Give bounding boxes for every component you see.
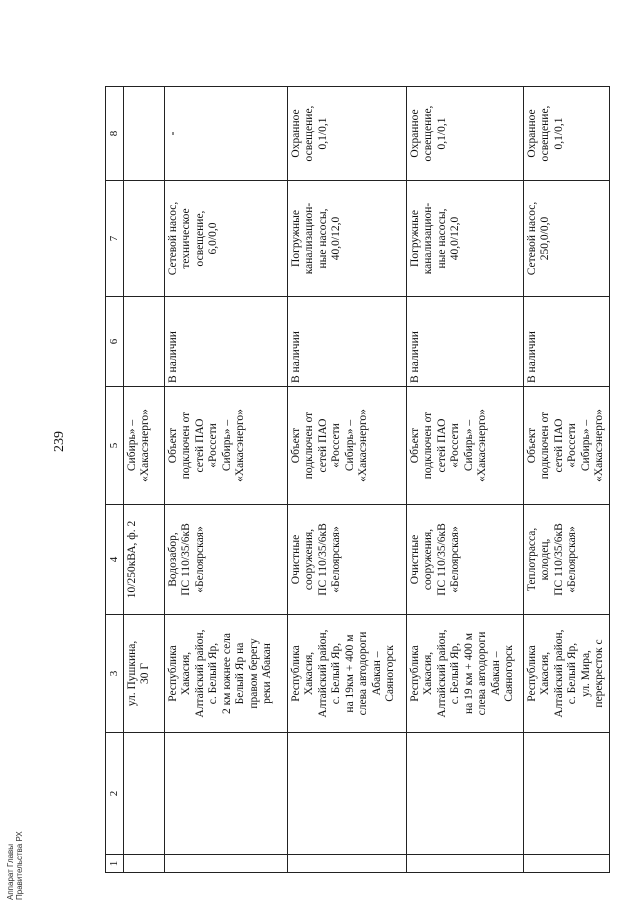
header-row [106, 87, 124, 873]
stamp-line-1: Аппарат Главы [6, 843, 15, 900]
table-cell: В наличии [407, 297, 524, 387]
table-cell: Сибирь» – «Хакасэнерго» [124, 387, 165, 505]
table-row [124, 87, 165, 873]
header-cell: 2 [106, 733, 124, 855]
table-cell: Объект подключен от сетей ПАО «Россети Сибирь» – «Хакасэнерго» [524, 387, 610, 505]
table-cell [407, 733, 524, 855]
table-cell [124, 297, 165, 387]
office-stamp [6, 831, 24, 900]
table-cell: ул. Пушкина, 30 Г [124, 615, 165, 733]
table-cell [165, 855, 288, 873]
table-cell: В наличии [288, 297, 407, 387]
table-cell: Водозабор, ПС 110/35/6кВ «Белоярская» [165, 505, 288, 615]
table-cell: Охранное освещение, 0,1/0,1 [288, 87, 407, 181]
header-cell: 7 [106, 181, 124, 297]
table-cell: Республика Хакасия, Алтайский район, с. Белый Яр, ул. Мира, перекресток с [524, 615, 610, 733]
table-cell [165, 733, 288, 855]
table-cell: Сетевой насос, техническое освещение, 6,0/0,0 [165, 181, 288, 297]
table-cell: Республика Хакасия, Алтайский район, с. Белый Яр, на 19км + 400 м слева автодороги Абакан – Саяногорск [288, 615, 407, 733]
table-cell: В наличии [165, 297, 288, 387]
table-cell [288, 855, 407, 873]
header-cell: 5 [106, 387, 124, 505]
table-cell [524, 733, 610, 855]
table-cell: Очистные сооружения, ПС 110/35/6кВ «Белоярская» [288, 505, 407, 615]
header-cell: 6 [106, 297, 124, 387]
stamp-line-2: Правительства РХ [15, 831, 25, 900]
data-table [105, 86, 610, 873]
table-cell: Погружные канализацион- ные насосы, 40,0/12,0 [288, 181, 407, 297]
table-cell: Республика Хакасия, Алтайский район, с. Белый Яр, на 19 км + 400 м слева автодороги Абакан – Саяногорск [407, 615, 524, 733]
table-cell: Объект подключен от сетей ПАО «Россети Сибирь» – «Хакасэнерго» [288, 387, 407, 505]
table-cell: Сетевой насос, 250,0/0,0 [524, 181, 610, 297]
header-cell: 3 [106, 615, 124, 733]
table-cell [524, 855, 610, 873]
header-cell: 4 [106, 505, 124, 615]
table-cell [407, 855, 524, 873]
table-cell [124, 181, 165, 297]
table-cell: - [165, 87, 288, 181]
table-row [407, 87, 524, 873]
table-cell: 10/250кВА, ф. 2 [124, 505, 165, 615]
header-cell: 1 [106, 855, 124, 873]
table-row [165, 87, 288, 873]
table-cell: Охранное освещение, 0,1/0,1 [407, 87, 524, 181]
table-cell: Погружные канализацион- ные насосы, 40,0/12,0 [407, 181, 524, 297]
table-cell: Объект подключен от сетей ПАО «Россети Сибирь» – «Хакасэнерго» [165, 387, 288, 505]
table-cell [288, 733, 407, 855]
table-cell: Очистные сооружения, ПС 110/35/6кВ «Белоярская» [407, 505, 524, 615]
table-cell: Охранное освещение, 0,1/0,1 [524, 87, 610, 181]
table-cell [124, 87, 165, 181]
page-number: 239 [52, 431, 67, 452]
table-cell: Объект подключен от сетей ПАО «Россети Сибирь» – «Хакасэнерго» [407, 387, 524, 505]
rotated-table-container [105, 87, 610, 873]
table-cell [124, 855, 165, 873]
table-cell: Республика Хакасия, Алтайский район, с. Белый Яр, 2 км южнее села Белый Яр на правом берегу реки Абакан [165, 615, 288, 733]
table-cell: Теплотрасса, колодец, ПС 110/35/6кВ «Белоярская» [524, 505, 610, 615]
table-row [524, 87, 610, 873]
table-cell: В наличии [524, 297, 610, 387]
table-row [288, 87, 407, 873]
table-cell [124, 733, 165, 855]
header-cell: 8 [106, 87, 124, 181]
